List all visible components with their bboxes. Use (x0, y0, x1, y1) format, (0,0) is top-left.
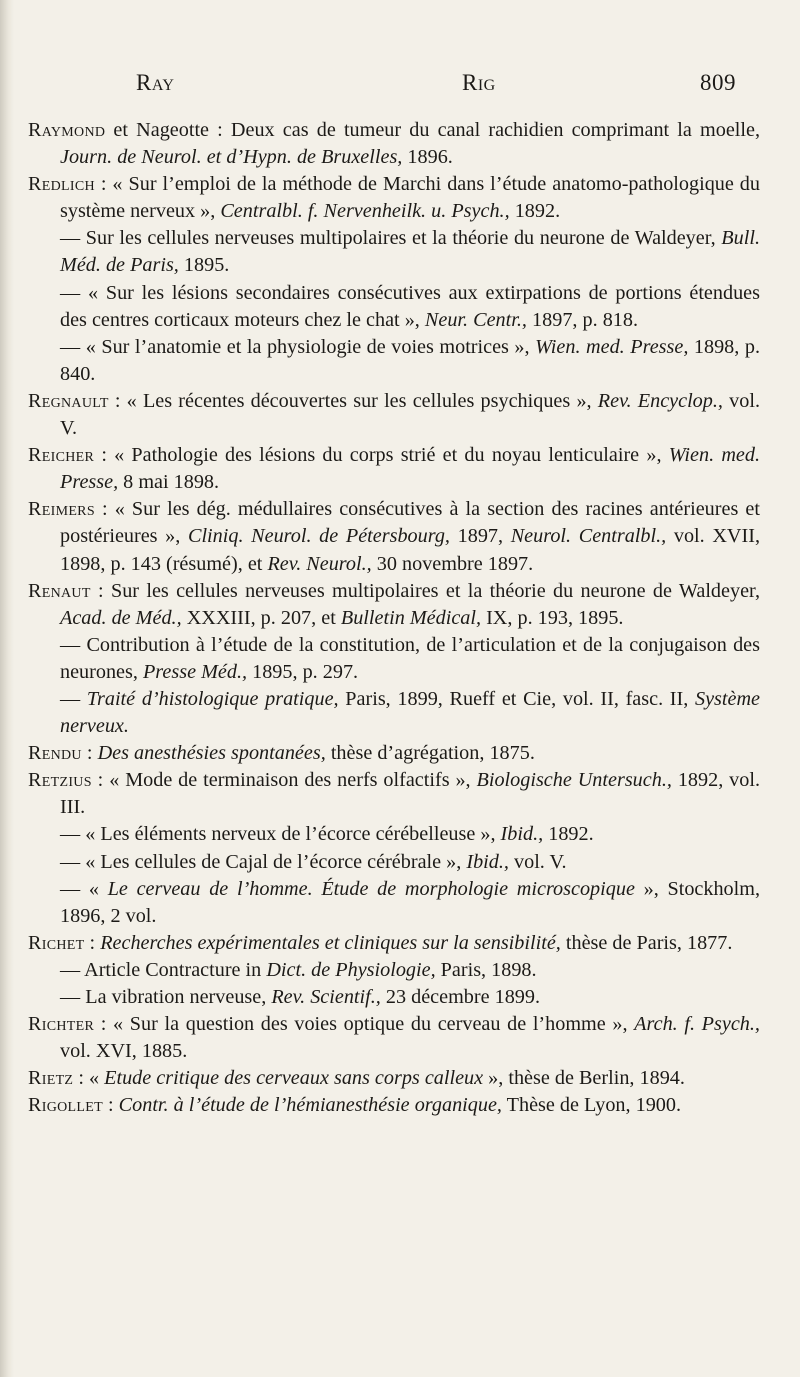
bibliography-entry (28, 930, 760, 957)
entry-title: Centralbl. f. Nervenheilk. u. Psych., (220, 200, 510, 223)
entry-author: Rigollet (28, 1094, 103, 1117)
entry-text: vol. XVII, 1898, p. 143 (résumé), et (60, 525, 761, 575)
running-header (136, 70, 736, 110)
entry-title: Ibid., (500, 823, 544, 846)
entry-text: thèse d’agrégation, 1875. (325, 742, 535, 765)
entry-text: 1892. (509, 200, 561, 223)
entry-author: Retzius (28, 769, 92, 792)
entry-author: Regnault (28, 389, 109, 412)
entry-author: Renaut (28, 579, 91, 602)
entry-text: : (81, 742, 98, 765)
entry-author: Reicher (28, 444, 95, 467)
entry-title: Cliniq. Neurol. de Pétersbourg, (187, 525, 450, 548)
entry-title: Arch. f. Psych., (634, 1013, 760, 1036)
entry-text: : Sur les cellules nerveuses multipolaires et la théorie du neurone de Waldeyer, (90, 579, 760, 602)
bibliography-entry (28, 1011, 760, 1065)
entry-text: 1897, (449, 525, 511, 548)
entry-text: — La vibration nerveuse, (60, 986, 272, 1008)
entry-title: Wien. med. Presse, (60, 444, 760, 494)
entry-text: — (60, 687, 87, 710)
entry-text: : « Sur les dég. médullaires consécutives à la section des racines antérieures et postérieures », (60, 498, 760, 548)
bibliography-entries (28, 117, 760, 1119)
entry-author: Rietz (28, 1067, 74, 1090)
bibliography-entry (28, 1065, 760, 1092)
entry-text: et Nageotte : Deux cas de tumeur du canal rachidien comprimant la moelle, (105, 119, 760, 141)
entry-text: : « Mode de terminaison des nerfs olfactifs », (91, 769, 477, 792)
entry-text: 1892. (543, 823, 594, 846)
entry-text: — « Sur les lésions secondaires consécutives aux extirpations de portions étendues des centres corticaux moteurs chez le chat », (60, 281, 760, 331)
bibliography-entry (28, 442, 760, 496)
bibliography-entry (28, 334, 760, 388)
entry-text: : « Pathologie des lésions du corps strié et du noyau lenticulaire », (94, 444, 669, 467)
entry-title: Wien. med. Presse, (535, 335, 689, 358)
bibliography-entry (28, 496, 760, 577)
bibliography-entry (28, 849, 760, 876)
entry-text: IX, p. 193, 1895. (481, 606, 624, 629)
entry-text: — « (60, 877, 108, 900)
entry-text: XXXIII, p. 207, et (181, 606, 341, 629)
entry-text: — Sur les cellules nerveuses multipolaires et la théorie du neurone de Waldeyer, (60, 227, 722, 250)
entry-text: 1897, p. 818. (526, 308, 639, 331)
header-left-guide-word: Ray (136, 70, 175, 95)
entry-author: Richter (28, 1013, 95, 1036)
entry-title: Traité d’histologique pratique, (86, 687, 339, 710)
entry-author: Raymond (28, 119, 106, 141)
entry-title: Rev. Scientif., (271, 986, 381, 1008)
entry-text: vol. V. (508, 850, 567, 873)
bibliography-entry (28, 740, 760, 767)
entry-text: 1895. (178, 254, 230, 277)
entry-text: 23 décembre 1899. (380, 986, 541, 1008)
entry-text: Thèse de Lyon, 1900. (501, 1094, 682, 1117)
entry-text: — Contribution à l’étude de la constitution, de l’articulation et de la conjugaison des neurones, (60, 633, 760, 683)
entry-title: Ibid., (466, 850, 509, 873)
bibliography-entry (28, 578, 760, 632)
entry-text: — « Sur l’anatomie et la physiologie de voies motrices », (60, 335, 536, 358)
entry-text: 8 mai 1898. (118, 471, 220, 494)
bibliography-entry (28, 632, 760, 686)
entry-title: Dict. de Physiologie, (266, 958, 436, 981)
bibliography-entry (28, 280, 760, 334)
entry-text: : « Sur l’emploi de la méthode de Marchi dans l’étude anatomo-pathologique du système nerveux », (60, 173, 760, 223)
entry-text: 1895, p. 297. (247, 660, 359, 683)
entry-title: Acad. de Méd., (60, 606, 182, 629)
bibliography-entry (28, 686, 760, 740)
entry-text: : « (73, 1067, 105, 1090)
entry-text: 1896. (402, 146, 453, 169)
entry-title: Rev. Neurol., (267, 552, 372, 575)
entry-text: Paris, 1898. (435, 958, 537, 981)
entry-author: Rendu (28, 742, 82, 765)
entry-title: Neur. Centr., (424, 308, 527, 331)
entry-title: Rev. Encyclop., (597, 389, 723, 412)
entry-text: 1898, p. 840. (60, 335, 760, 385)
entry-text: : (102, 1094, 119, 1117)
entry-text: », Stockholm, 1896, 2 vol. (60, 877, 761, 927)
bibliography-entry (28, 767, 760, 821)
bibliography-entry (28, 117, 760, 171)
entry-text: vol. XVI, 1885. (60, 1040, 188, 1063)
entry-title: Biologische Untersuch., (476, 769, 672, 792)
bibliography-entry (28, 388, 760, 442)
bibliography-entry (28, 171, 760, 225)
entry-title: Des anesthésies spontanées, (97, 742, 326, 765)
entry-title: Recherches expérimentales et cliniques sur la sensibilité, (100, 931, 561, 954)
entry-title: Journ. de Neurol. et d’Hypn. de Bruxelles, (60, 146, 403, 169)
entry-text: — « Les cellules de Cajal de l’écorce cérébrale », (60, 850, 467, 873)
entry-text: vol. V. (60, 389, 761, 440)
entry-text: : « Les récentes découvertes sur les cellules psychiques », (108, 389, 598, 412)
entry-author: Reimers (28, 498, 95, 521)
entry-text: Paris, 1899, Rueff et Cie, vol. II, fasc. II, (338, 687, 695, 710)
entry-title: Etude critique des cerveaux sans corps calleux (104, 1067, 484, 1090)
entry-text: », thèse de Berlin, 1894. (483, 1067, 685, 1090)
entry-title: Le cerveau de l’homme. Étude de morphologie microscopique (107, 877, 635, 900)
bibliography-entry (28, 1092, 760, 1119)
bibliography-entry (28, 984, 760, 1011)
page-edge (0, 0, 14, 1377)
bibliography-entry (28, 821, 760, 848)
entry-text: 1892, vol. III. (60, 769, 760, 819)
entry-title: Contr. à l’étude de l’hémianesthésie organique, (118, 1094, 502, 1117)
entry-title: Presse Méd., (142, 660, 248, 683)
entry-text: — Article Contracture in (60, 958, 267, 981)
entry-text: 30 novembre 1897. (371, 552, 534, 575)
bibliography-entry (28, 876, 760, 930)
bibliography-entry (28, 225, 760, 279)
entry-title: Système nerveux. (60, 687, 761, 738)
entry-title: Neurol. Centralbl., (510, 525, 667, 548)
bibliography-entry (28, 957, 760, 984)
entry-title: Bull. Méd. de Paris, (60, 227, 760, 277)
page-number: 809 (700, 70, 736, 95)
entry-author: Redlich (28, 173, 95, 196)
entry-text: : « Sur la question des voies optique du cerveau de l’homme », (94, 1013, 635, 1036)
entry-text: thèse de Paris, 1877. (560, 931, 733, 954)
entry-text: — « Les éléments nerveux de l’écorce cérébelleuse », (60, 823, 501, 846)
header-right-guide-word: Rig (462, 70, 496, 95)
entry-title: Bulletin Médical, (340, 606, 482, 629)
entry-text: : (84, 931, 101, 954)
entry-author: Richet (28, 931, 85, 954)
